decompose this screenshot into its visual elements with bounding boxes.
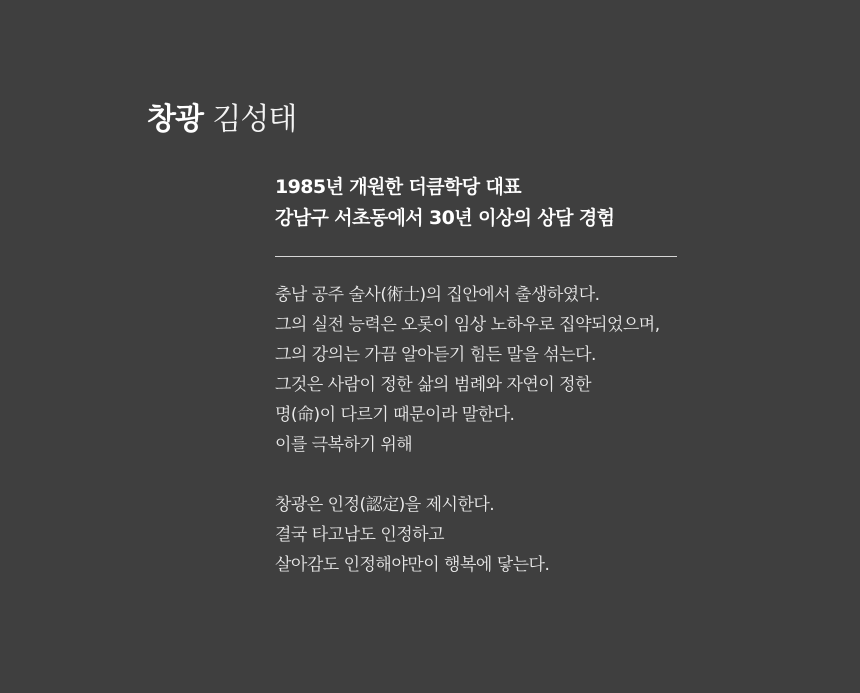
bio-line: 그의 강의는 가끔 알아듣기 힘든 말을 섞는다. xyxy=(275,345,596,365)
bio-line: 결국 타고남도 인정하고 xyxy=(275,525,445,545)
summary-line: 1985년 개원한 더큼학당 대표 xyxy=(275,176,522,198)
title-pen-name: 창광 xyxy=(147,102,203,137)
page-title xyxy=(147,100,296,140)
bio-line: 명(命)이 다르기 때문이라 말한다. xyxy=(275,405,515,425)
bio-line: 창광은 인정(認定)을 제시한다. xyxy=(275,495,495,515)
bio-line: 그의 실전 능력은 오롯이 임상 노하우로 집약되었으며, xyxy=(275,315,660,335)
paragraph-gap xyxy=(275,460,835,490)
summary-line: 강남구 서초동에서 30년 이상의 상담 경험 xyxy=(275,207,615,229)
bio-line: 살아감도 인정해야만이 행복에 닿는다. xyxy=(275,555,550,575)
bio-line: 충남 공주 술사(術士)의 집안에서 출생하였다. xyxy=(275,285,600,305)
title-real-name: 김성태 xyxy=(212,102,297,137)
biography xyxy=(275,280,835,580)
bio-line: 이를 극복하기 위해 xyxy=(275,435,413,455)
bio-line: 그것은 사람이 정한 삶의 범례와 자연이 정한 xyxy=(275,375,592,395)
career-summary xyxy=(275,172,679,234)
divider xyxy=(275,256,677,257)
